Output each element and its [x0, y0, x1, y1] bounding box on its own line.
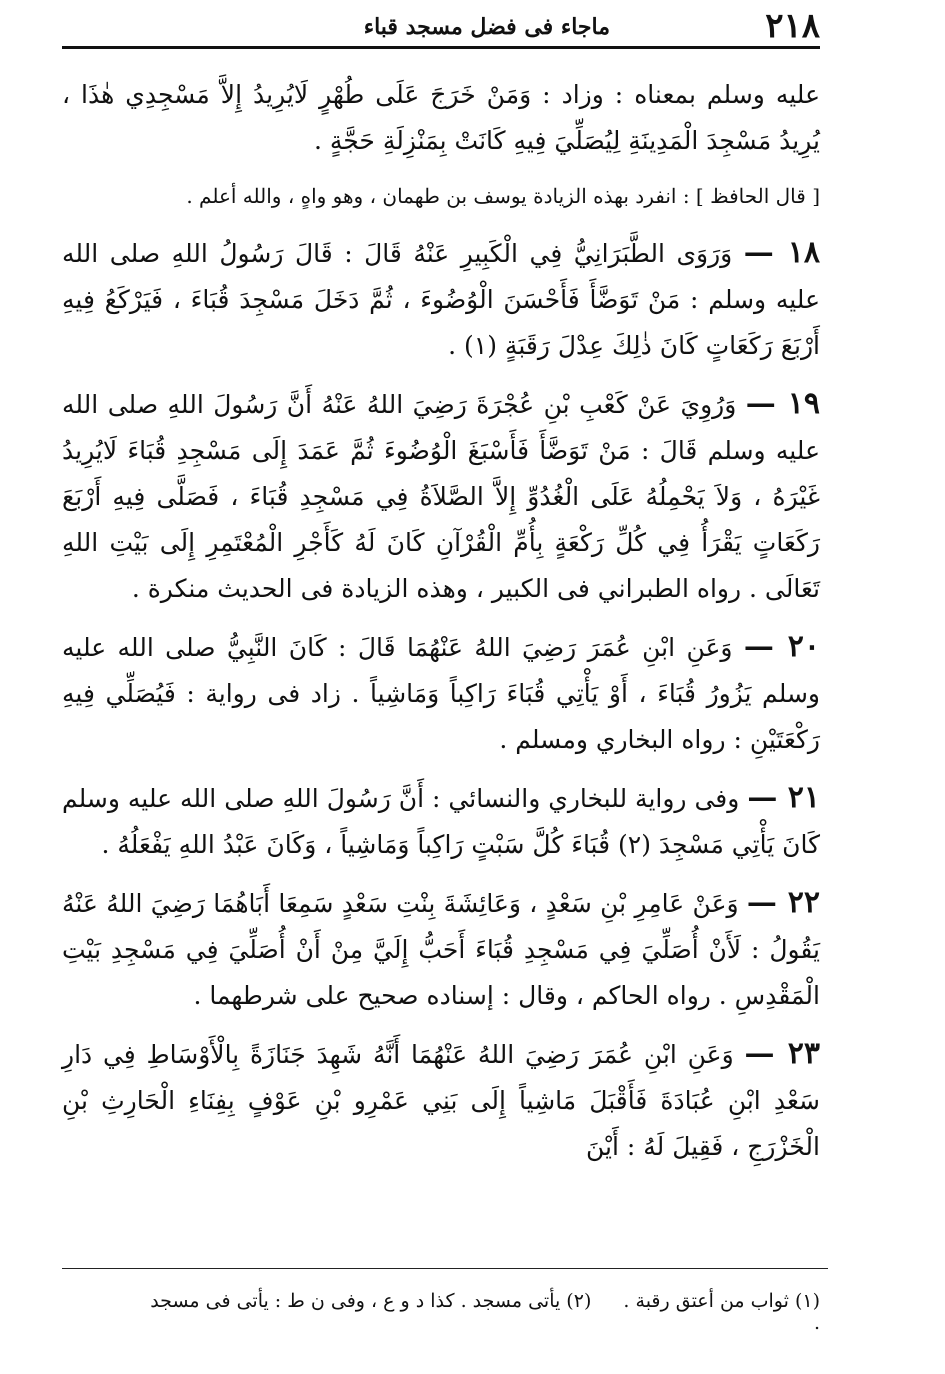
hadith-21 — [62, 775, 820, 868]
hadith-20 — [62, 624, 820, 763]
paragraph-text: وَرُوِيَ عَنْ كَعْبِ بْنِ عُجْرَةَ رَضِيَ اللهُ عَنْهُ أَنَّ رَسُولَ اللهِ صلى الله عليه وسلم قَالَ : مَنْ تَوَضَّأَ فَأَسْبَغَ الْوُضُوءَ ثُمَّ عَمَدَ إِلَى مَسْجِدِ قُبَاءَ لَايُرِيدُ غَيْرَهُ ، وَلاَ يَحْمِلُهُ عَلَى الْغُدُوِّ إِلاَّ الصَّلاَةُ فِي مَسْجِدِ قُبَاءَ ، فَصَلَّى فِيهِ أَرْبَعَ رَكَعَاتٍ يَقْرَأُ فِي كُلِّ رَكْعَةٍ بِأُمِّ الْقُرْآنِ كَانَ لَهُ كَأَجْرِ الْمُعْتَمِرِ إِلَى بَيْتِ اللهِ تَعَالَى . رواه الطبراني فى الكبير ، وهذه الزيادة فى الحديث منكرة . — [62, 390, 820, 603]
hadith-number: ٢١ — — [747, 780, 821, 815]
footnotes — [120, 1290, 820, 1334]
hafiz-note — [62, 176, 820, 216]
paragraph-text: [ قال الحافظ ] : انفرد بهذه الزيادة يوسف بن طهمان ، وهو واهٍ ، والله أعلم . — [186, 184, 820, 208]
hadith-number: ١٨ — — [743, 235, 820, 270]
page-number: ٢١٨ — [765, 6, 820, 46]
paragraph-continuation — [62, 72, 820, 164]
paragraph-text: وَعَنِ ابْنِ عُمَرَ رَضِيَ اللهُ عَنْهُمَا أَنَّهُ شَهِدَ جَنَازَةً بِالْأَوْسَاطِ فِي دَارِ سَعْدِ ابْنِ عُبَادَةَ فَأَقْبَلَ مَاشِياً إِلَى بَنِي عَمْرِو بْنِ عَوْفٍ بِفِنَاءِ الْحَارِثِ بْنِ الْخَزْرَجِ ، فَقِيلَ لَهُ : أَيْنَ — [62, 1040, 820, 1161]
footnote-rule — [62, 1268, 828, 1269]
hadith-23 — [62, 1031, 820, 1170]
paragraph-text: وَعَنِ ابْنِ عُمَرَ رَضِيَ اللهُ عَنْهُمَا قَالَ : كَانَ النَّبِيُّ صلى الله عليه وسلم يَزُورُ قُبَاءَ ، أَوْ يَأْتِي قُبَاءَ رَاكِباً وَمَاشِياً . زاد فى رواية : فَيُصَلِّي فِيهِ رَكْعَتَيْنِ : رواه البخاري ومسلم . — [62, 633, 820, 754]
page-body — [62, 72, 820, 1182]
header-rule — [62, 46, 820, 49]
paragraph-text: وَرَوَى الطَّبَرَانِيُّ فِي الْكَبِيرِ عَنْهُ قَالَ : قَالَ رَسُولُ اللهِ صلى الله عليه وسلم : مَنْ تَوَضَّأَ فَأَحْسَنَ الْوُضُوءَ ، ثُمَّ دَخَلَ مَسْجِدَ قُبَاءَ ، فَيَرْكَعُ فِيهِ أَرْبَعَ رَكَعَاتٍ كَانَ ذٰلِكَ عِدْلَ رَقَبَةٍ (١) . — [62, 239, 820, 360]
hadith-number: ٢٢ — — [746, 885, 820, 920]
hadith-22 — [62, 880, 820, 1019]
hadith-number: ٢٠ — — [743, 629, 820, 664]
paragraph-text: عليه وسلم بمعناه : وزاد : وَمَنْ خَرَجَ عَلَى طُهْرٍ لَايُرِيدُ إِلاَّ مَسْجِدِي هٰذَا ، يُرِيدُ مَسْجِدَ الْمَدِينَةِ لِيُصَلِّيَ فِيهِ كَانَتْ بِمَنْزِلَةِ حَجَّةٍ . — [62, 80, 820, 155]
hadith-number: ١٩ — — [745, 386, 820, 421]
footnote-1: (١) ثواب من أعتق رقبة . — [623, 1290, 820, 1312]
hadith-number: ٢٣ — — [744, 1036, 820, 1071]
paragraph-text: وفى رواية للبخاري والنسائي : أَنَّ رَسُولَ اللهِ صلى الله عليه وسلم كَانَ يَأْتِي مَسْجِدَ (٢) قُبَاءَ كُلَّ سَبْتٍ رَاكِباً وَمَاشِياً ، وَكَانَ عَبْدُ اللهِ يَفْعَلُهُ . — [62, 784, 820, 859]
footnote-2: (٢) يأتى مسجد . كذا د و ع ، وفى ن ط : يأتى فى مسجد . — [150, 1290, 820, 1334]
paragraph-text: وَعَنْ عَامِرِ بْنِ سَعْدٍ ، وَعَائِشَةَ بِنْتِ سَعْدٍ سَمِعَا أَبَاهُمَا رَضِيَ اللهُ عَنْهُ يَقُولُ : لَأَنْ أُصَلِّيَ فِي مَسْجِدِ قُبَاءَ أَحَبُّ إِلَيَّ مِنْ أَنْ أُصَلِّيَ فِي مَسْجِدِ بَيْتِ الْمَقْدِسِ . رواه الحاكم ، وقال : إسناده صحيح على شرطهما . — [62, 889, 820, 1010]
page-header — [62, 4, 820, 48]
running-title: ماجاء فى فضل مسجد قباء — [363, 14, 610, 40]
hadith-19 — [62, 381, 820, 612]
hadith-18 — [62, 230, 820, 369]
